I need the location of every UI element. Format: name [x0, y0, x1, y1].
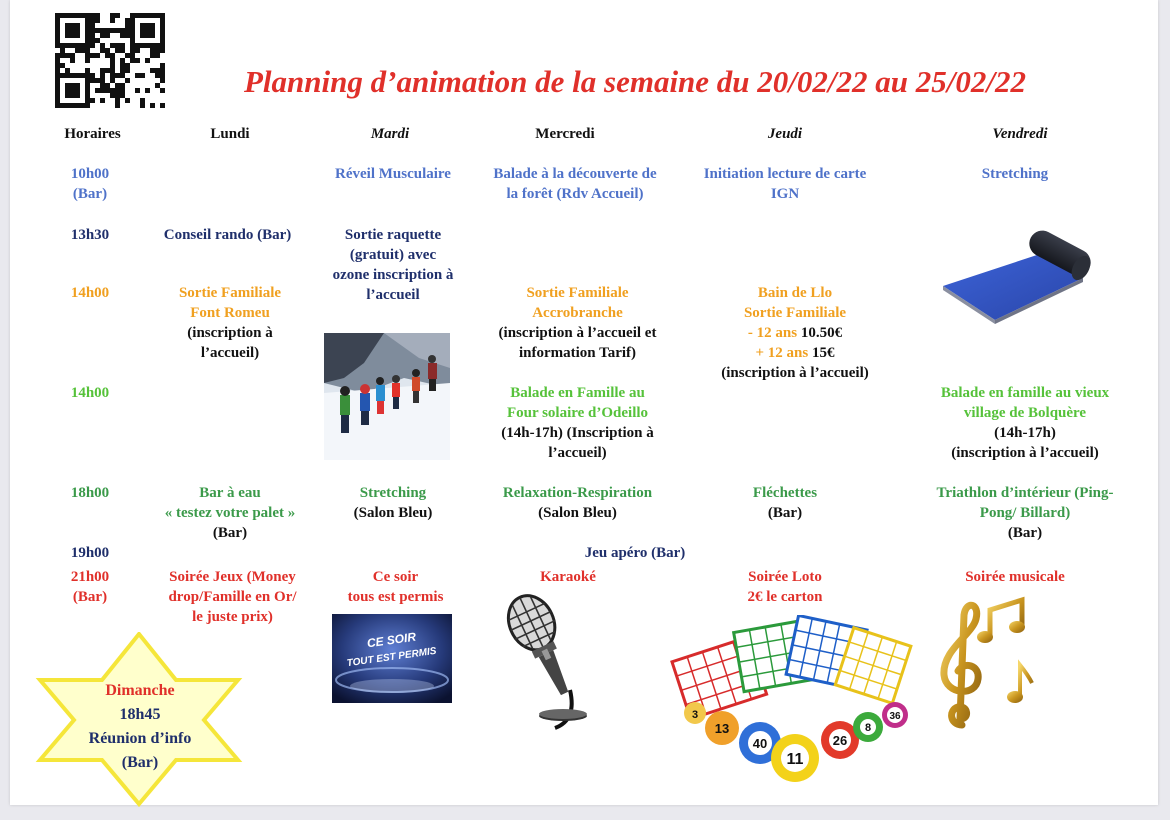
exercise-mat-image — [925, 228, 1095, 328]
activity-vendredi-18h: Triathlon d’intérieur (Ping- Pong/ Billard) (Bar) — [936, 485, 1114, 541]
loto-ball-11: 11 — [786, 751, 804, 768]
activity-jeudi-10h: Initiation lecture de carte IGN — [703, 166, 867, 202]
activity-lundi-21h: Soirée Jeux (Money drop/Famille en Or/ le juste prix) — [168, 569, 297, 625]
activity-mercredi-14h: Sortie Familiale Accrobranche (inscription à l’accueil et information Tarif) — [498, 285, 657, 361]
tv-show-logo-image — [332, 614, 452, 703]
time-10h00: 10h00 (Bar) — [70, 166, 110, 202]
activity-vendredi-14h: Balade en famille au vieux village de Bolquère (14h-17h) (inscription à l’accueil) — [940, 385, 1110, 461]
activity-mardi-13h30: Sortie raquette (gratuit) avec ozone inscription à l’accueil — [332, 227, 454, 303]
header-horaires: Horaires — [64, 126, 121, 142]
time-14h00-b: 14h00 — [70, 385, 110, 401]
activity-lundi-14h: Sortie Familiale Font Romeu (inscription à l’accueil) — [178, 285, 282, 361]
time-13h30: 13h30 — [70, 227, 110, 243]
loto-ball-40: 40 — [752, 736, 768, 751]
activity-vendredi-10h: Stretching — [981, 166, 1049, 182]
loto-ball-3: 3 — [691, 709, 699, 721]
loto-ball-26: 26 — [832, 733, 848, 748]
snowshoe-outing-image — [324, 333, 450, 460]
microphone-image — [495, 590, 600, 735]
sunday-info: Dimanche 18h45 Réunion d’info (Bar) — [88, 682, 192, 771]
music-notes-image — [930, 595, 1040, 735]
header-vendredi: Vendredi — [992, 126, 1048, 142]
qr-code-icon — [55, 13, 165, 108]
activity-mardi-18h: Stretching (Salon Bleu) — [353, 485, 433, 521]
activity-jeudi-18h: Fléchettes (Bar) — [752, 485, 818, 521]
activity-all-19h: Jeu apéro (Bar) — [584, 545, 686, 561]
header-jeudi: Jeudi — [767, 126, 803, 142]
activity-mercredi-10h: Balade à la découverte de la forêt (Rdv Accueil) — [493, 166, 657, 202]
activity-jeudi-14h: Bain de Llo Sortie Familiale - 12 ans 10.50€ + 12 ans 15€ (inscription à l’accueil) — [721, 285, 869, 381]
header-lundi: Lundi — [210, 126, 250, 142]
header-mercredi: Mercredi — [535, 126, 595, 142]
time-21h00: 21h00 (Bar) — [70, 569, 110, 605]
activity-vendredi-21h: Soirée musicale — [965, 569, 1065, 585]
activity-mercredi-18h: Relaxation-Respiration (Salon Bleu) — [502, 485, 653, 521]
planning-page — [10, 0, 1158, 805]
activity-lundi-18h: Bar à eau « testez votre palet » (Bar) — [164, 485, 296, 541]
header-mardi: Mardi — [370, 126, 410, 142]
activity-lundi-13h30: Conseil rando (Bar) — [163, 227, 292, 243]
svg-text:TOUT EST PERMIS: TOUT EST PERMIS — [346, 645, 438, 670]
svg-text:CE SOIR: CE SOIR — [366, 629, 417, 651]
loto-ball-36: 36 — [889, 711, 901, 722]
activity-mercredi-21h: Karaoké — [540, 569, 596, 585]
loto-ball-13: 13 — [714, 721, 730, 736]
activity-mardi-10h: Réveil Musculaire — [335, 166, 451, 182]
loto-ball-8: 8 — [864, 722, 872, 734]
page-title: Planning d’animation de la semaine du 20/02/22 au 25/02/22 — [244, 64, 1026, 99]
time-19h00: 19h00 — [70, 545, 110, 561]
activity-mercredi-14h-b: Balade en Famille au Four solaire d’Odeillo (14h-17h) (Inscription à l’accueil) — [501, 385, 654, 461]
activity-mardi-21h: Ce soir tous est permis — [347, 569, 444, 605]
activity-jeudi-21h: Soirée Loto 2€ le carton — [747, 569, 823, 605]
loto-cards-image — [670, 615, 915, 790]
time-18h00: 18h00 — [70, 485, 110, 501]
time-14h00-a: 14h00 — [70, 285, 110, 301]
